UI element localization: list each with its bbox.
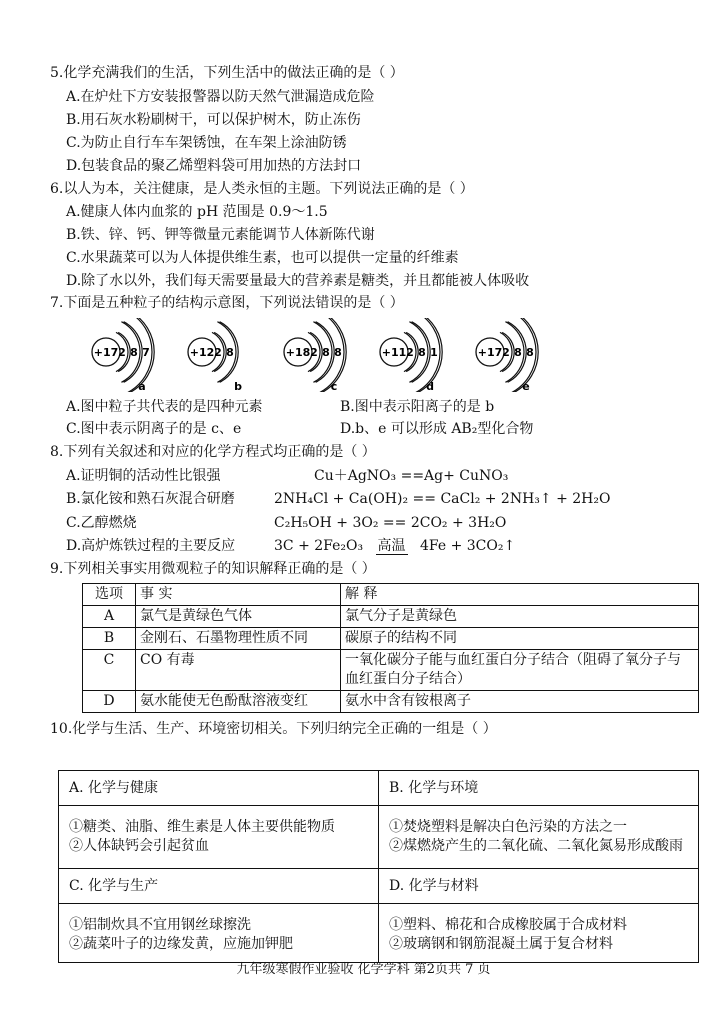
q8-equation-a: Cu＋AgNO₃ ==Ag+ CuNO₃	[314, 468, 509, 484]
particle-label: e	[522, 380, 530, 392]
q5-option-a: A.在炉灶下方安装报警器以防天然气泄漏造成危险	[66, 89, 375, 105]
q8-eq-d-condition: 高温	[377, 538, 406, 554]
q7-option-a: A.图中粒子共代表的是四种元素	[66, 399, 263, 415]
q8-option-c: C.乙醇燃烧	[66, 515, 137, 531]
table-header: 选项	[83, 584, 136, 606]
q10-stem: 10.化学与生活、生产、环境密切相关。下列归纳完全正确的一组是（ ）	[50, 721, 497, 737]
nucleus-charge: +18	[285, 346, 311, 359]
q8-option-d: D.高炉炼铁过程的主要反应	[66, 538, 236, 554]
q5-option-d: D.包装食品的聚乙烯塑料袋可用加热的方法封口	[66, 158, 362, 174]
electron-count: 7	[142, 346, 150, 359]
particle-e	[476, 318, 538, 392]
q8-equation-d	[274, 537, 515, 555]
q5-option-b: B.用石灰水粉刷树干，可以保护树木，防止冻伤	[66, 112, 361, 128]
particle-d	[380, 318, 442, 392]
electron-count: 2	[502, 346, 510, 359]
particle-label: a	[138, 380, 146, 392]
particle-label: d	[426, 380, 434, 392]
q7-option-c: C.图中表示阴离子的是 c、e	[66, 421, 242, 437]
electron-count: 2	[118, 346, 126, 359]
cell-line: ①焚烧塑料是解决白色污染的方法之一	[389, 819, 627, 835]
cell-line: ①糖类、油脂、维生素是人体主要供能物质	[69, 819, 335, 835]
particle-structure-diagram	[86, 318, 586, 392]
table-cell: 一氧化碳分子能与血红蛋白分子结合（阻碍了氧分子与血红蛋白分子结合）	[341, 650, 699, 691]
table-row	[59, 806, 699, 869]
table-cell	[59, 904, 379, 963]
q9-stem: 9.下列相关事实用微观粒子的知识解释正确的是（ ）	[50, 561, 376, 577]
table-cell: 氯气是黄绿色气体	[136, 606, 341, 628]
page-footer: 九年级寒假作业验收 化学学科 第2页共 7 页	[236, 962, 491, 977]
table-header: 事 实	[136, 584, 341, 606]
q8-eq-d-right: 4Fe + 3CO₂↑	[420, 538, 516, 554]
table-cell: C	[83, 650, 136, 691]
q6-option-d: D.除了水以外，我们每天需要量最大的营养素是糖类，并且都能被人体吸收	[66, 273, 530, 289]
cell-line: ②蔬菜叶子的边缘发黄，应施加钾肥	[69, 936, 293, 952]
table-row	[59, 771, 699, 806]
particle-c	[284, 318, 346, 392]
q8-option-b: B.氯化铵和熟石灰混合研磨	[66, 491, 235, 507]
table-cell: 氨水中含有铵根离子	[341, 691, 699, 713]
table-cell: 碳原子的结构不同	[341, 628, 699, 650]
table-row	[59, 869, 699, 904]
nucleus-charge: +11	[381, 346, 407, 359]
q7-option-d: D.b、e 可以形成 AB₂型化合物	[340, 421, 534, 437]
table-cell: 金刚石、石墨物理性质不同	[136, 628, 341, 650]
cell-line: ②玻璃钢和钢筋混凝土属于复合材料	[389, 936, 613, 952]
q7-stem: 7.下面是五种粒子的结构示意图，下列说法错误的是（ ）	[50, 295, 404, 311]
q8-stem: 8.下列有关叙述和对应的化学方程式均正确的是（ ）	[50, 444, 376, 460]
q8-eq-d-left: 3C + 2Fe₂O₃	[274, 538, 364, 554]
nucleus-charge: +17	[477, 346, 503, 359]
table-cell	[379, 806, 699, 869]
q6-option-a: A.健康人体内血浆的 pH 范围是 0.9～1.5	[66, 204, 328, 220]
particle-label: c	[330, 380, 338, 392]
electron-count: 1	[430, 346, 438, 359]
table-cell: B	[83, 628, 136, 650]
particle-label: b	[234, 380, 242, 392]
table-cell: 氯气分子是黄绿色	[341, 606, 699, 628]
table-cell: 氨水能使无色酚酞溶液变红	[136, 691, 341, 713]
particle-a	[92, 318, 154, 392]
electron-count: 8	[526, 346, 534, 359]
electron-count: 2	[406, 346, 414, 359]
table-cell-title: C. 化学与生产	[59, 869, 379, 904]
table-row	[59, 904, 699, 963]
table-header: 解 释	[341, 584, 699, 606]
table-cell: CO 有毒	[136, 650, 341, 691]
cell-line: ①铝制炊具不宜用钢丝球擦洗	[69, 917, 251, 933]
q6-option-b: B.铁、锌、钙、钾等微量元素能调节人体新陈代谢	[66, 227, 375, 243]
electron-count: 2	[214, 346, 222, 359]
table-cell	[379, 904, 699, 963]
table-cell-title: B. 化学与环境	[379, 771, 699, 806]
cell-line: ②人体缺钙会引起贫血	[69, 838, 209, 854]
table-row	[83, 650, 699, 691]
q8-equation-c: C₂H₅OH + 3O₂ == 2CO₂ + 3H₂O	[274, 515, 507, 531]
electron-count: 8	[334, 346, 342, 359]
table-cell-title: D. 化学与材料	[379, 869, 699, 904]
q6-option-c: C.水果蔬菜可以为人体提供维生素，也可以提供一定量的纤维素	[66, 250, 459, 266]
table-row	[83, 628, 699, 650]
cell-line: ②煤燃烧产生的二氧化硫、二氧化氮易形成酸雨	[389, 838, 683, 854]
electron-count: 8	[418, 346, 426, 359]
cell-line: ①塑料、棉花和合成橡胶属于合成材料	[389, 917, 627, 933]
q7-option-b: B.图中表示阳离子的是 b	[340, 399, 495, 415]
q8-option-a: A.证明铜的活动性比银强	[66, 468, 221, 484]
q9-table	[82, 583, 699, 713]
electron-count: 8	[130, 346, 138, 359]
nucleus-charge: +12	[189, 346, 215, 359]
table-header-row	[83, 584, 699, 606]
table-cell: A	[83, 606, 136, 628]
nucleus-charge: +17	[93, 346, 119, 359]
electron-count: 8	[226, 346, 234, 359]
q10-table	[58, 770, 699, 963]
table-cell: D	[83, 691, 136, 713]
q5-option-c: C.为防止自行车车架锈蚀，在车架上涂油防锈	[66, 135, 347, 151]
table-row	[83, 606, 699, 628]
q8-equation-b: 2NH₄Cl + Ca(OH)₂ == CaCl₂ + 2NH₃↑ + 2H₂O	[274, 491, 611, 507]
table-row	[83, 691, 699, 713]
table-cell-title: A. 化学与健康	[59, 771, 379, 806]
electron-count: 8	[514, 346, 522, 359]
table-cell	[59, 806, 379, 869]
particle-b	[188, 322, 242, 392]
electron-count: 2	[310, 346, 318, 359]
q5-stem: 5.化学充满我们的生活，下列生活中的做法正确的是（ ）	[50, 65, 404, 81]
electron-count: 8	[322, 346, 330, 359]
q6-stem: 6.以人为本，关注健康，是人类永恒的主题。下列说法正确的是（ ）	[50, 181, 474, 197]
